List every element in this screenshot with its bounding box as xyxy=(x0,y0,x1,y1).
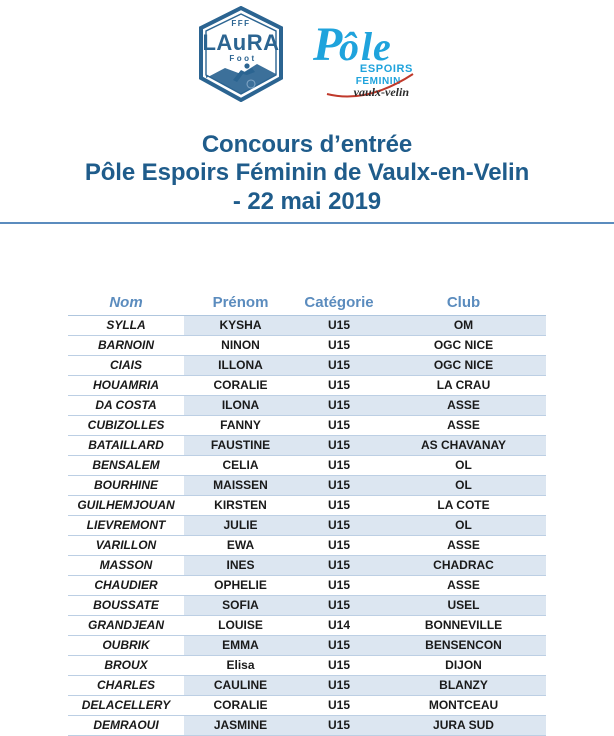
cell-club: USEL xyxy=(381,596,546,616)
cell-prenom: KIRSTEN xyxy=(184,496,297,516)
cell-nom: DELACELLERY xyxy=(68,696,184,716)
cell-prenom: JASMINE xyxy=(184,716,297,736)
cell-categorie: U15 xyxy=(297,596,381,616)
cell-nom: HOUAMRIA xyxy=(68,376,184,396)
table-row xyxy=(68,656,546,676)
svg-text:LAuRA: LAuRA xyxy=(202,30,280,55)
table-row xyxy=(68,396,546,416)
cell-categorie: U15 xyxy=(297,516,381,536)
roster-table-body xyxy=(68,316,546,736)
cell-prenom: ILONA xyxy=(184,396,297,416)
cell-nom: BROUX xyxy=(68,656,184,676)
cell-club: OL xyxy=(381,516,546,536)
title-line-3: - 22 mai 2019 xyxy=(232,187,382,215)
cell-club: MONTCEAU xyxy=(381,696,546,716)
cell-club: LA CRAU xyxy=(381,376,546,396)
cell-prenom: LOUISE xyxy=(184,616,297,636)
table-row xyxy=(68,536,546,556)
svg-text:ESPOIRS: ESPOIRS xyxy=(359,63,413,75)
cell-nom: GUILHEMJOUAN xyxy=(68,496,184,516)
roster-table-head xyxy=(68,294,546,316)
column-header-prenom: Prénom xyxy=(184,294,297,316)
cell-club: OGC NICE xyxy=(381,356,546,376)
table-row xyxy=(68,516,546,536)
cell-prenom: Elisa xyxy=(184,656,297,676)
cell-nom: DEMRAOUI xyxy=(68,716,184,736)
cell-prenom: OPHELIE xyxy=(184,576,297,596)
table-row xyxy=(68,376,546,396)
cell-club: AS CHAVANAY xyxy=(381,436,546,456)
svg-text:FFF: FFF xyxy=(231,19,251,28)
roster-table-wrap xyxy=(68,294,546,736)
svg-text:FEMININ: FEMININ xyxy=(355,76,401,87)
cell-club: OL xyxy=(381,476,546,496)
svg-text:ô: ô xyxy=(339,24,359,69)
cell-club: OM xyxy=(381,316,546,336)
table-row xyxy=(68,456,546,476)
table-row xyxy=(68,696,546,716)
cell-nom: DA COSTA xyxy=(68,396,184,416)
cell-categorie: U15 xyxy=(297,676,381,696)
cell-club: BENSENCON xyxy=(381,636,546,656)
cell-nom: BATAILLARD xyxy=(68,436,184,456)
table-row xyxy=(68,436,546,456)
table-row xyxy=(68,676,546,696)
cell-prenom: NINON xyxy=(184,336,297,356)
cell-club: ASSE xyxy=(381,536,546,556)
cell-nom: LIEVREMONT xyxy=(68,516,184,536)
cell-club: LA COTE xyxy=(381,496,546,516)
cell-categorie: U15 xyxy=(297,396,381,416)
cell-categorie: U15 xyxy=(297,356,381,376)
cell-prenom: CORALIE xyxy=(184,696,297,716)
cell-prenom: KYSHA xyxy=(184,316,297,336)
cell-nom: CHAUDIER xyxy=(68,576,184,596)
cell-club: BLANZY xyxy=(381,676,546,696)
cell-nom: CIAIS xyxy=(68,356,184,376)
cell-categorie: U15 xyxy=(297,376,381,396)
cell-club: OGC NICE xyxy=(381,336,546,356)
laura-foot-logo xyxy=(195,6,287,102)
cell-prenom: CELIA xyxy=(184,456,297,476)
cell-categorie: U15 xyxy=(297,316,381,336)
cell-categorie: U15 xyxy=(297,716,381,736)
cell-categorie: U15 xyxy=(297,416,381,436)
cell-categorie: U15 xyxy=(297,456,381,476)
svg-text:l: l xyxy=(361,24,373,69)
table-row xyxy=(68,476,546,496)
cell-categorie: U15 xyxy=(297,436,381,456)
cell-categorie: U15 xyxy=(297,476,381,496)
pole-espoirs-logo-graphic xyxy=(309,10,419,100)
cell-prenom: EWA xyxy=(184,536,297,556)
cell-categorie: U15 xyxy=(297,696,381,716)
cell-categorie: U15 xyxy=(297,536,381,556)
cell-prenom: MAISSEN xyxy=(184,476,297,496)
cell-club: DIJON xyxy=(381,656,546,676)
cell-club: ASSE xyxy=(381,416,546,436)
laura-foot-logo-graphic xyxy=(195,6,287,102)
cell-categorie: U15 xyxy=(297,636,381,656)
svg-text:Foot: Foot xyxy=(229,54,257,63)
table-row xyxy=(68,336,546,356)
table-row xyxy=(68,636,546,656)
table-row xyxy=(68,316,546,336)
cell-prenom: CAULINE xyxy=(184,676,297,696)
cell-nom: SYLLA xyxy=(68,316,184,336)
cell-nom: BOURHINE xyxy=(68,476,184,496)
table-row xyxy=(68,416,546,436)
cell-prenom: CORALIE xyxy=(184,376,297,396)
page-title xyxy=(0,131,614,216)
cell-nom: OUBRIK xyxy=(68,636,184,656)
cell-nom: BARNOIN xyxy=(68,336,184,356)
cell-club: JURA SUD xyxy=(381,716,546,736)
cell-nom: CUBIZOLLES xyxy=(68,416,184,436)
cell-categorie: U14 xyxy=(297,616,381,636)
cell-categorie: U15 xyxy=(297,576,381,596)
column-header-nom: Nom xyxy=(68,294,184,316)
roster-table xyxy=(68,294,546,736)
cell-categorie: U15 xyxy=(297,336,381,356)
cell-prenom: JULIE xyxy=(184,516,297,536)
cell-club: OL xyxy=(381,456,546,476)
column-header-club: Club xyxy=(381,294,546,316)
cell-club: ASSE xyxy=(381,576,546,596)
cell-categorie: U15 xyxy=(297,556,381,576)
table-row xyxy=(68,596,546,616)
table-row xyxy=(68,716,546,736)
cell-nom: CHARLES xyxy=(68,676,184,696)
title-line-2: Pôle Espoirs Féminin de Vaulx-en-Velin xyxy=(84,159,530,187)
table-row xyxy=(68,556,546,576)
table-row xyxy=(68,576,546,596)
logo-bar xyxy=(0,6,614,106)
svg-text:e: e xyxy=(373,24,391,69)
table-header-row xyxy=(68,294,546,316)
cell-prenom: ILLONA xyxy=(184,356,297,376)
cell-categorie: U15 xyxy=(297,656,381,676)
table-row xyxy=(68,356,546,376)
cell-categorie: U15 xyxy=(297,496,381,516)
column-header-categorie: Catégorie xyxy=(297,294,381,316)
svg-text:vaulx-velin: vaulx-velin xyxy=(353,85,409,99)
cell-nom: BOUSSATE xyxy=(68,596,184,616)
cell-prenom: INES xyxy=(184,556,297,576)
cell-prenom: FANNY xyxy=(184,416,297,436)
header-divider xyxy=(0,222,614,224)
cell-club: CHADRAC xyxy=(381,556,546,576)
svg-text:P: P xyxy=(313,18,343,71)
table-row xyxy=(68,496,546,516)
cell-club: ASSE xyxy=(381,396,546,416)
table-row xyxy=(68,616,546,636)
cell-prenom: EMMA xyxy=(184,636,297,656)
cell-nom: MASSON xyxy=(68,556,184,576)
cell-prenom: FAUSTINE xyxy=(184,436,297,456)
pole-espoirs-logo xyxy=(309,10,419,100)
cell-prenom: SOFIA xyxy=(184,596,297,616)
cell-club: BONNEVILLE xyxy=(381,616,546,636)
cell-nom: BENSALEM xyxy=(68,456,184,476)
title-line-1: Concours d’entrée xyxy=(201,131,413,158)
cell-nom: VARILLON xyxy=(68,536,184,556)
cell-nom: GRANDJEAN xyxy=(68,616,184,636)
